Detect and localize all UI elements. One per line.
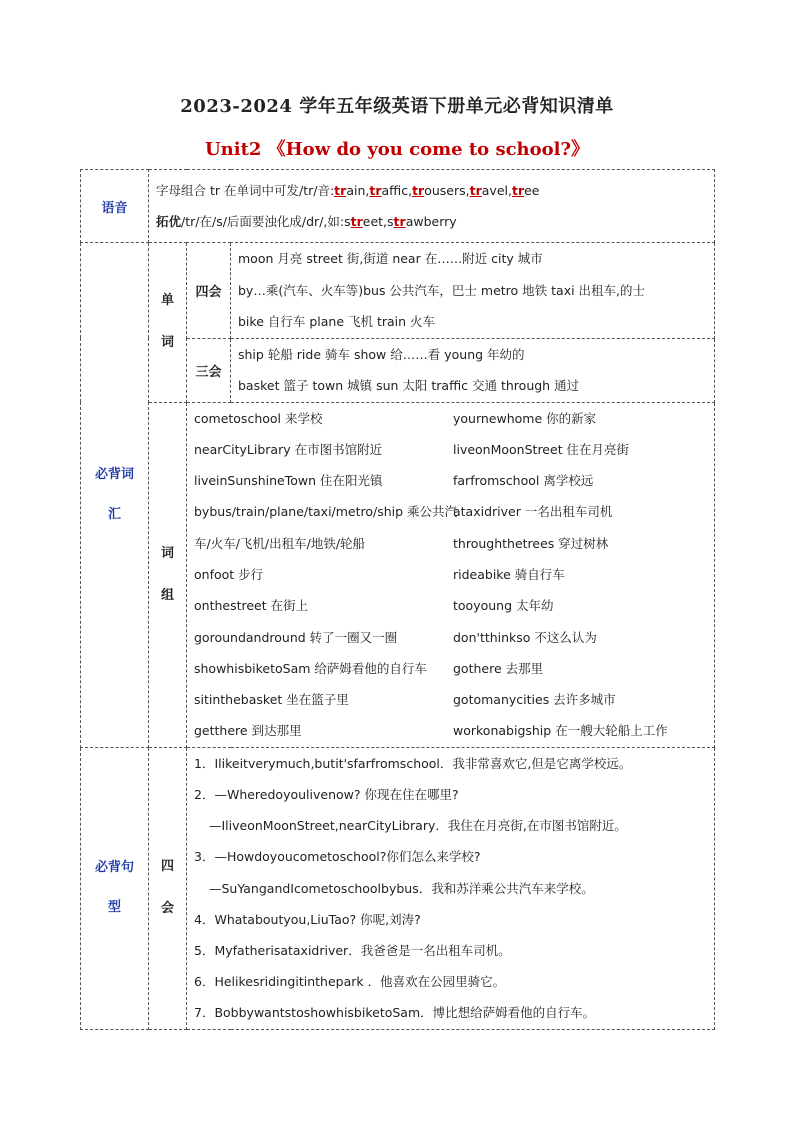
- four-skill-words: [231, 243, 715, 339]
- phrase-right: tooyoung 太年幼: [453, 598, 554, 614]
- pattern-line: 7．BobbywantstoshowhisbiketoSam．博比想给萨姆看他的自行车。: [194, 1005, 596, 1021]
- word-line: ship 轮船 ride 骑车 show 给……看 young 年幼的: [238, 346, 525, 362]
- four-skill-label: 四会: [187, 243, 231, 339]
- phonics-rule-1: 字母组合 tr 在单词中可发/tr/音:train,traffic,trousers,travel,tree: [156, 182, 540, 198]
- pattern-line: 5．Myfatherisataxidriver．我爸爸是一名出租车司机。: [194, 943, 511, 959]
- phonics-row: [81, 170, 715, 243]
- phrase-left: nearCityLibrary 在市图书馆附近: [194, 441, 383, 457]
- phrase-left: cometoschool 来学校: [194, 410, 323, 426]
- phrase-right: rideabike 骑自行车: [453, 566, 565, 582]
- three-skill-label: 三会: [187, 338, 231, 402]
- phrase-left: onfoot 步行: [194, 566, 264, 582]
- phrase-left: getthere 到达那里: [194, 723, 302, 739]
- phrase-left: 车/火车/飞机/出租车/地铁/轮船: [194, 535, 366, 551]
- phrase-left: sitinthebasket 坐在篮子里: [194, 692, 349, 708]
- word-line: bike 自行车 plane 飞机 train 火车: [238, 314, 436, 329]
- pattern-line: —IliveonMoonStreet,nearCityLibrary．我住在月亮街,在市图书馆附近。: [209, 818, 627, 834]
- words-label: 单 词: [149, 243, 187, 403]
- word-line: moon 月亮 street 街,街道 near 在……附近 city 城市: [238, 251, 543, 266]
- phrase-right: yournewhome 你的新家: [453, 410, 597, 426]
- vocab-four-row: [81, 243, 715, 339]
- phrase-right: ataxidriver 一名出租车司机: [453, 504, 613, 520]
- page-title: 2023-2024 学年五年级英语下册单元必背知识清单: [180, 96, 614, 117]
- unit-title: Unit2 《How do you come to school?》: [204, 139, 590, 160]
- phrase-left: onthestreet 在街上: [194, 598, 309, 614]
- phonics-content: [149, 170, 715, 243]
- phonics-examples-1: train,traffic,trousers,travel,tree: [334, 182, 540, 198]
- phonics-examples-2: street,strawberry: [344, 214, 457, 229]
- word-line: basket 篮子 town 城镇 sun 太阳 traffic 交通 through 通过: [238, 378, 580, 393]
- pattern-line: 4．Whataboutyou,LiuTao? 你呢,刘涛?: [194, 911, 421, 927]
- knowledge-table: [80, 169, 715, 1030]
- three-skill-words: [231, 338, 715, 402]
- word-line: by…乘(汽车、火车等)bus 公共汽车，巴士 metro 地铁 taxi 出租车,的士: [238, 282, 646, 298]
- phrases-label: 词 组: [149, 402, 187, 747]
- phrases-list: [187, 402, 715, 747]
- phrase-right: workonabigship 在一艘大轮船上工作: [453, 723, 668, 739]
- patterns-four-label: 四 会: [149, 747, 187, 1029]
- pattern-line: 2．—Wheredoyoulivenow? 你现在住在哪里?: [194, 787, 459, 803]
- phrase-right: farfromschool 离学校远: [453, 473, 594, 489]
- phrase-left: goroundandround 转了一圈又一圈: [194, 629, 398, 645]
- pattern-line: 1．Ilikeitverymuch,butit'sfarfromschool．我非常喜欢它,但是它离学校远。: [194, 755, 632, 771]
- phrase-left: bybus/train/plane/taxi/metro/ship 乘公共汽: [194, 504, 458, 520]
- phrase-right: liveonMoonStreet 住在月亮街: [453, 441, 630, 457]
- phrase-right: don'tthinkso 不这么认为: [453, 629, 597, 645]
- vocab-section-label: 必背词 汇: [81, 243, 149, 748]
- phonics-label: 语音: [81, 170, 149, 243]
- pattern-line: 6．Helikesridingitinthepark ．他喜欢在公园里骑它。: [194, 974, 506, 990]
- phrase-right: throughthetrees 穿过树林: [453, 535, 609, 551]
- patterns-row: [81, 747, 715, 1029]
- phrase-left: liveinSunshineTown 住在阳光镇: [194, 473, 383, 489]
- phonics-rule-2: 拓优/tr/在/s/后面要浊化成/dr/,如:street,strawberry: [156, 214, 457, 229]
- phrase-grid: [187, 403, 714, 747]
- patterns-section-label: 必背句 型: [81, 747, 149, 1029]
- phrase-right: gotomanycities 去许多城市: [453, 692, 616, 708]
- phrase-left: showhisbiketoSam 给萨姆看他的自行车: [194, 660, 427, 676]
- phrase-right: gothere 去那里: [453, 660, 544, 676]
- pattern-line: 3．—Howdoyoucometoschool?你们怎么来学校?: [194, 849, 481, 865]
- phrases-row: [81, 402, 715, 747]
- patterns-list: [187, 747, 715, 1029]
- pattern-line: —SuYangandIcometoschoolbybus．我和苏洋乘公共汽车来学校。: [209, 880, 594, 896]
